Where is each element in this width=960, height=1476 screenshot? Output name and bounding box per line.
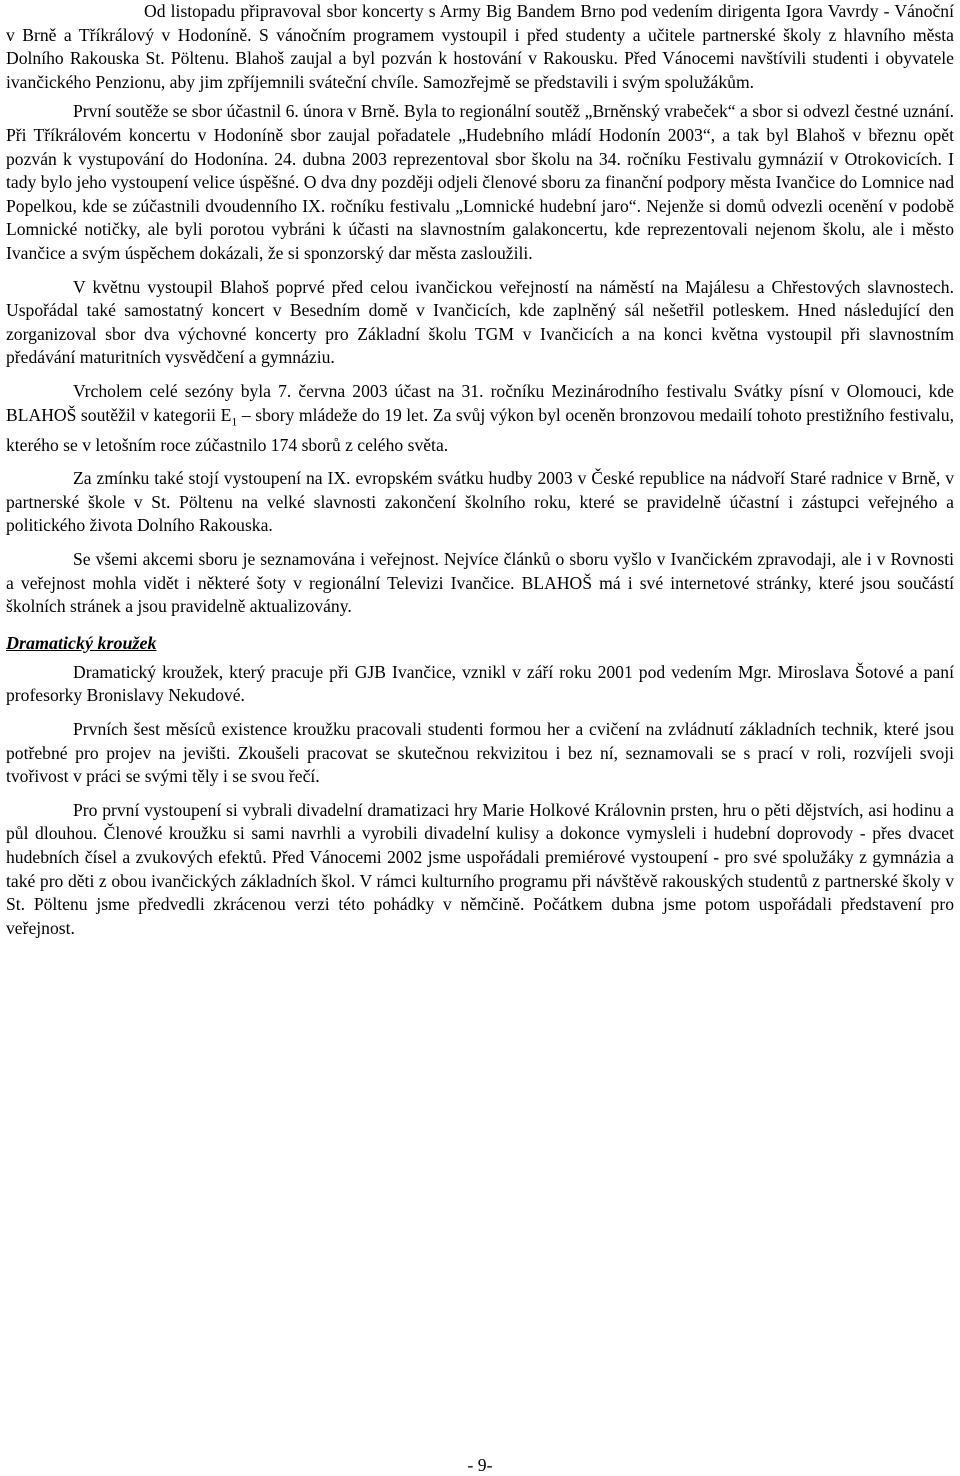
paragraph-concerts-november: Od listopadu připravoval sbor koncerty s Army Big Bandem Brno pod vedením dirigenta Igora Vavrdy - Vánoční v Brně a Tříkrálový v Hodoníně. S vánočním programem vystoupil i před studenty a učitele partnerské školy z hlavního města Dolního Rakouska St. Pöltenu. Blahoš zaujal a byl pozván k hostování v Rakousku. Před Vánocemi navštívili studenti i obyvatele ivančického Penzionu, aby jim zpříjemnili sváteční chvíle. Samozřejmě se představili i svým spolužákům. [6, 1, 954, 92]
page-number: - 9- [467, 1455, 493, 1475]
paragraph-may-performances: V květnu vystoupil Blahoš poprvé před celou ivančickou veřejností na náměstí na Majálesu a Chřestových slavnostech. Uspořádal také samostatný koncert v Besedním domě v Ivančicích, kde zaplněný sál nešetřil potleskem. Hned následující den zorganizoval sbor dva výchovné koncerty pro Základní školu TGM v Ivančicích a na konci května vystoupil při slavnostním předávání maturitních vysvědčení a gymnáziu. [6, 276, 954, 368]
paragraph-publicity: Se všemi akcemi sboru je seznamována i veřejnost. Nejvíce článků o sboru vyšlo v Ivančickém zpravodaji, ale i v Rovnosti a veřejnost mohla vidět i některé šoty v regionální Televizi Ivančice. BLAHOŠ má i své internetové stránky, které jsou součástí školních stránek a jsou pravidelně aktualizovány. [6, 548, 954, 617]
svatky-text-after: – sbory mládeže do 19 let. Za svůj výkon byl oceněn bronzovou medailí tohoto prestižního festivalu, kterého se v letošním roce zúčastnilo 174 sborů z celého světa. [6, 404, 955, 455]
paragraph-drama-first-performance: Pro první vystoupení si vybrali divadelní dramatizaci hry Marie Holkové Královnin prsten, hru o pěti dějstvích, asi hodinu a půl dlouhou. Členové kroužku si sami navrhli a vyrobili divadelní kulisy a dokonce vymysleli i hudební doprovody - přes dvacet hudebních čísel a zvukových efektů. Před Vánocemi 2002 jsme uspořádali premiérové vystoupení - pro své spolužáky z gymnázia a také pro děti z obou ivančických základních škol. V rámci kulturního programu při návštěvě rakouských studentů z partnerské školy v St. Pöltenu jsme předvedli zkrácenou verzi této pohádky v němčině. Počátkem dubna jsme potom uspořádali představení pro veřejnost. [6, 799, 954, 938]
section-heading-drama-club: Dramatický kroužek [6, 632, 157, 653]
paragraph-drama-founding: Dramatický kroužek, který pracuje při GJB Ivančice, vznikl v září roku 2001 pod vedením Mgr. Miroslava Šotové a paní profesorky Bronislavy Nekudové. [6, 661, 954, 706]
paragraph-competitions: První soutěže se sbor účastnil 6. února v Brně. Byla to regionální soutěž „Brněnský vrabeček“ a sbor si odvezl čestné uznání. Při Tříkrálovém koncertu v Hodoníně sbor zaujal pořadatele „Hudebního mládí Hodonín 2003“, a tak byl Blahoš v březnu opět pozván k vystupování do Hodonína. 24. dubna 2003 reprezentoval sbor školu na 34. ročníku Festivalu gymnázií v Otrokovicích. I tady bylo jeho vystoupení velice úspěšné. O dva dny později odjeli členové sboru za finanční podpory města Ivančice do Lomnice nad Popelkou, kde se zúčastnili dvoudenního IX. ročníku festivalu „Lomnické hudební jaro“. Nejenže si domů odvezli ocenění v podobě Lomnické notičky, ale byli porotou vybráni k účasti na slavnostním galakoncertu, kde reprezentovali nejenom školu, ale i město Ivančice a svým úspěchem dokázali, že si sponzorský dar města zasloužili. [6, 101, 954, 263]
document-page [6, 0, 954, 940]
paragraph-svatky-pisni [6, 380, 954, 457]
category-subscript: 1 [231, 414, 238, 429]
svatky-text-before: Vrcholem celé sezóny byla 7. června 2003 účast na 31. ročníku Mezinárodního festivalu Svátky písní v Olomouci, kde BLAHOŠ soutěžil v kategorii E [6, 380, 954, 425]
paragraph-drama-first-months: Prvních šest měsíců existence kroužku pracovali studenti formou her a cvičení na zvládnutí základních technik, které jsou potřebné pro projev na jevišti. Zkoušeli pracovat se skutečnou rekvizitou i bez ní, seznamovali se s prací v roli, rozvíjeli svoji tvořivost v práci se svými těly i se svou řečí. [6, 718, 954, 787]
paragraph-music-festival: Za zmínku také stojí vystoupení na IX. evropském svátku hudby 2003 v České republice na nádvoří Staré radnice v Brně, v partnerské škole v St. Pöltenu na velké slavnosti zakončení školního roku, které se pravidelně účastní i zástupci veřejného a politického života Dolního Rakouska. [6, 468, 954, 536]
